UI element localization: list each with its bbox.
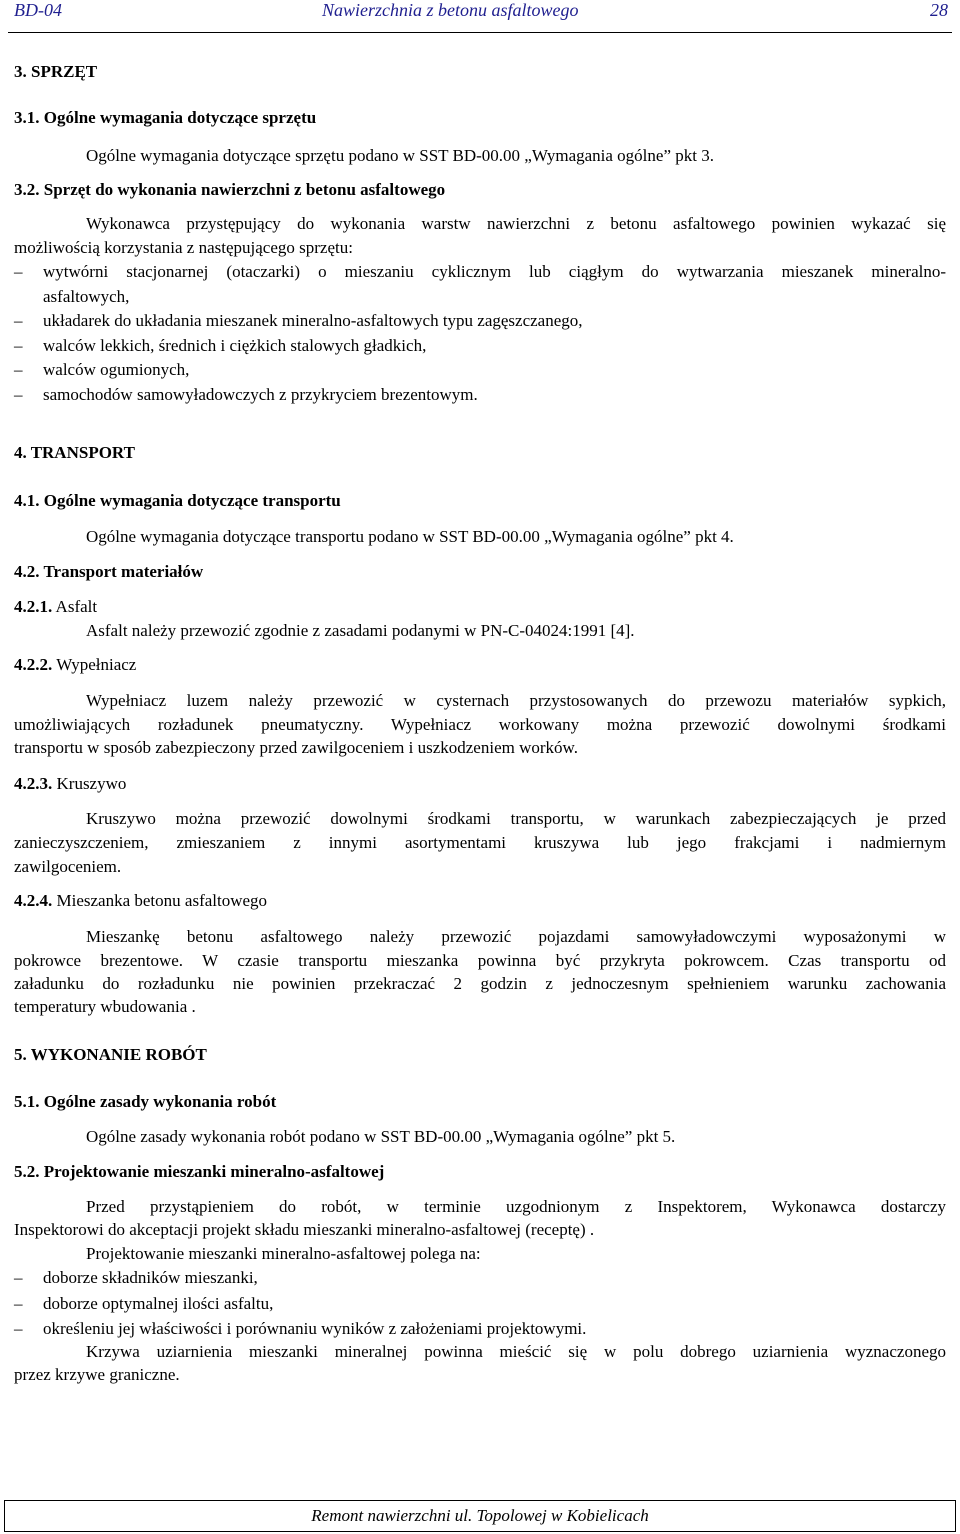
section-3-2-heading: 3.2. Sprzęt do wykonania nawierzchni z betonu asfaltowego: [14, 180, 446, 199]
dash-bullet: [14, 311, 23, 331]
section-5-2-line5: przez krzywe graniczne.: [14, 1365, 180, 1384]
section-4-2-1-text: Asfalt należy przewozić zgodnie z zasadami podanymi w PN-C-04024:1991 [4].: [86, 621, 635, 640]
section-5-1-heading: 5.1. Ogólne zasady wykonania robót: [14, 1092, 277, 1111]
design-item-2: doborze optymalnej ilości asfaltu,: [43, 1294, 274, 1313]
section-4-2-2-line1: Wypełniacz luzem należy przewozić w cysternach przystosowanych do przewozu materiałów sypkich,: [86, 691, 946, 710]
section-5-1-text: Ogólne zasady wykonania robót podano w SST BD-00.00 „Wymagania ogólne” pkt 5.: [86, 1127, 676, 1146]
dash-bullet: [14, 360, 23, 380]
section-4-2-4-line1: Mieszankę betonu asfaltowego należy przewozić pojazdami samowyładowczymi wyposażonymi w: [86, 927, 946, 946]
footer-text: Remont nawierzchni ul. Topolowej w Kobielicach: [311, 1506, 649, 1525]
dash-bullet: [14, 262, 23, 282]
doc-code: BD-04: [14, 0, 62, 20]
section-4-2-2-line3: transportu w sposób zabezpieczony przed zawilgoceniem i uszkodzeniem worków.: [14, 738, 578, 757]
dash-bullet: [14, 1319, 23, 1339]
section-4-2-4-line4: temperatury wbudowania .: [14, 997, 196, 1016]
section-name: Asfalt: [52, 597, 98, 616]
section-4-1-heading: 4.1. Ogólne wymagania dotyczące transportu: [14, 491, 341, 510]
section-4-2-3-line2: zanieczyszczeniem, zmieszaniem z innymi asortymentami kruszywa lub jego frakcjami i nadmiernym: [14, 833, 946, 852]
doc-title: Nawierzchnia z betonu asfaltowego: [322, 0, 579, 20]
section-4-2-1-heading: [14, 597, 97, 617]
equipment-item-1-cont: asfaltowych,: [43, 287, 130, 306]
section-3-2-para-line2: możliwością korzystania z następującego sprzętu:: [14, 238, 353, 257]
dash-bullet: [14, 1294, 23, 1314]
section-5-heading: 5. WYKONANIE ROBÓT: [14, 1045, 207, 1064]
header-rule: [8, 32, 952, 33]
section-number: 4.2.2.: [14, 655, 53, 674]
section-number: 4.2.1.: [14, 597, 53, 616]
dash-bullet: [14, 336, 23, 356]
section-5-2-line1: Przed przystąpieniem do robót, w terminie uzgodnionym z Inspektorem, Wykonawca dostarczy: [86, 1197, 946, 1216]
section-5-2-line2: Inspektorowi do akceptacji projekt składu mieszanki mineralno-asfaltowej (receptę) .: [14, 1220, 595, 1239]
dash-bullet: [14, 1268, 23, 1288]
dash-bullet: [14, 385, 23, 405]
section-3-1-heading: 3.1. Ogólne wymagania dotyczące sprzętu: [14, 108, 317, 127]
section-4-2-2-line2: umożliwiających rozładunek pneumatyczny. Wypełniacz workowany można przewozić dowolnymi środkami: [14, 715, 946, 734]
section-4-1-text: Ogólne wymagania dotyczące transportu podano w SST BD-00.00 „Wymagania ogólne” pkt 4.: [86, 527, 734, 546]
section-name: Mieszanka betonu asfaltowego: [52, 891, 268, 910]
equipment-item-3: walców lekkich, średnich i ciężkich stalowych gładkich,: [43, 336, 427, 355]
section-4-2-3-line1: Kruszywo można przewozić dowolnymi środkami transportu, w warunkach zabezpieczających je przed: [86, 809, 946, 828]
section-3-1-text: Ogólne wymagania dotyczące sprzętu podano w SST BD-00.00 „Wymagania ogólne” pkt 3.: [86, 146, 714, 165]
section-4-2-heading: 4.2. Transport materiałów: [14, 562, 204, 581]
section-4-2-4-heading: [14, 891, 267, 911]
section-3-2-para-line1: Wykonawca przystępujący do wykonania warstw nawierzchni z betonu asfaltowego powinien wykazać się: [86, 214, 946, 233]
section-5-2-line4: Krzywa uziarnienia mieszanki mineralnej powinna mieścić się w polu dobrego uziarnienia wyznaczonego: [86, 1342, 946, 1361]
page-footer: [4, 1500, 956, 1532]
section-4-2-2-heading: [14, 655, 136, 675]
design-item-1: doborze składników mieszanki,: [43, 1268, 258, 1287]
equipment-item-2: układarek do układania mieszanek mineralno-asfaltowych typu zagęszczanego,: [43, 311, 583, 330]
equipment-item-4: walców ogumionych,: [43, 360, 190, 379]
page-header: [0, 0, 960, 34]
design-item-3: określeniu jej właściwości i porównaniu wyników z założeniami projektowymi.: [43, 1319, 587, 1338]
section-number: 4.2.4.: [14, 891, 53, 910]
section-4-2-4-line2: pokrowce brezentowe. W czasie transportu mieszanka powinna być przykryta pokrowcem. Czas transportu od: [14, 951, 946, 970]
section-name: Kruszywo: [52, 774, 127, 793]
page-number: 28: [930, 0, 948, 20]
section-5-2-heading: 5.2. Projektowanie mieszanki mineralno-asfaltowej: [14, 1162, 385, 1181]
section-4-2-3-heading: [14, 774, 126, 794]
section-name: Wypełniacz: [52, 655, 137, 674]
equipment-item-5: samochodów samowyładowczych z przykryciem brezentowym.: [43, 385, 478, 404]
section-4-2-3-line3: zawilgoceniem.: [14, 857, 122, 876]
section-3-heading: 3. SPRZĘT: [14, 62, 98, 81]
section-5-2-line3: Projektowanie mieszanki mineralno-asfaltowej polega na:: [86, 1244, 481, 1263]
section-4-heading: 4. TRANSPORT: [14, 443, 135, 462]
equipment-item-1: wytwórni stacjonarnej (otaczarki) o mieszaniu cyklicznym lub ciągłym do wytwarzania mieszanek mineralno-: [43, 262, 946, 281]
section-number: 4.2.3.: [14, 774, 53, 793]
section-4-2-4-line3: załadunku do rozładunku nie powinien przekraczać 2 godzin z jednoczesnym spełnieniem warunku zachowania: [14, 974, 946, 993]
